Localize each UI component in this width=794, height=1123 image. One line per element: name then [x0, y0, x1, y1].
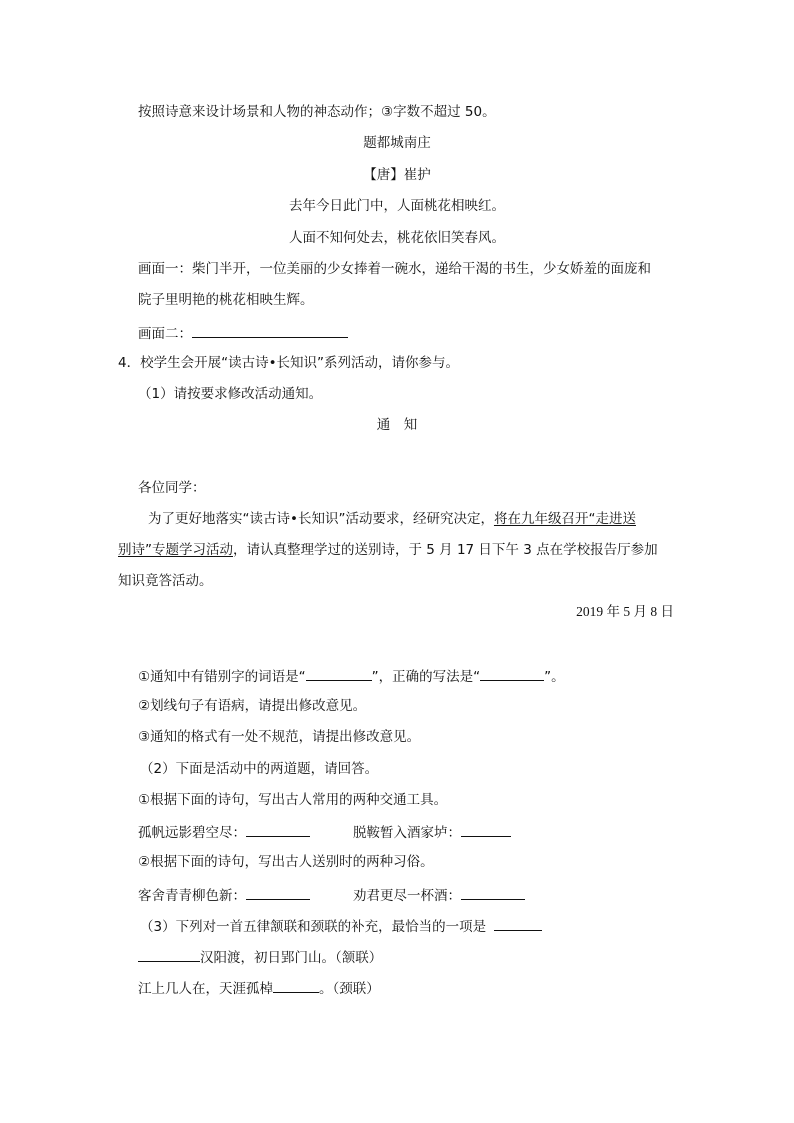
- q4-sub2-q2: ②根据下面的诗句，写出古人送别时的两种习俗。: [138, 854, 434, 870]
- sub3-l1-blank[interactable]: [138, 947, 200, 962]
- scene-1-line-2: 院子里明艳的桃花相映生辉。: [138, 292, 314, 308]
- notice-title: 通 知: [376, 417, 418, 433]
- notice-body-line-3: 知识竟答活动。: [118, 573, 213, 589]
- poem-title: 题都城南庄: [363, 135, 431, 151]
- sub2-q1-a-text: 孤帆远影碧空尽：: [138, 825, 246, 841]
- item-1-text-c: ”。: [544, 669, 565, 685]
- q4-stem: 4．校学生会开展“读古诗•长知识”系列活动，请你参与。: [118, 355, 460, 371]
- scene-2: [138, 323, 348, 343]
- sub2-q1-line-a: [138, 822, 310, 842]
- scene-1-line-1: 画面一：柴门半开，一位美丽的少女捧着一碗水，递给干渴的书生，少女娇羞的面庞和: [138, 261, 651, 277]
- notice-body-b: ，请认真整理学过的送别诗，于 5 月 17 日下午 3 点在学校报告厅参加: [233, 542, 658, 558]
- scene-2-blank[interactable]: [192, 323, 348, 338]
- sub2-q2-line-b: [353, 885, 525, 905]
- q4-sub2: （2）下面是活动中的两道题，请回答。: [140, 761, 379, 777]
- notice-body-line-1: [148, 510, 636, 528]
- intro-line: 按照诗意来设计场景和人物的神态动作；③字数不超过 50。: [138, 104, 496, 120]
- sub3-answer-blank[interactable]: [494, 916, 542, 931]
- sub3-l2-text-b: 。（颈联）: [319, 981, 380, 997]
- item-1-blank-1[interactable]: [306, 666, 372, 681]
- item-1-blank-2[interactable]: [480, 666, 544, 681]
- sub2-q1-a-blank[interactable]: [246, 822, 310, 837]
- scene-2-label: 画面二：: [138, 326, 192, 342]
- q4-sub3: [140, 916, 542, 936]
- sub3-l2-blank[interactable]: [273, 978, 319, 993]
- sub3-line-1: [138, 947, 382, 967]
- sub2-q1-line-b: [353, 822, 511, 842]
- sub2-q1-b-blank[interactable]: [461, 822, 511, 837]
- item-1-text-a: ①通知中有错别字的词语是“: [138, 669, 306, 685]
- q4-item-1: [138, 666, 565, 686]
- sub3-line-2: [138, 978, 380, 998]
- sub2-q1-b-text: 脱鞍暂入酒家垆：: [353, 825, 461, 841]
- notice-body-a: 为了更好地落实“读古诗•长知识”活动要求，经研究决定，: [148, 511, 494, 527]
- sub3-l1-text: 汉阳渡，初日郢门山。（颔联）: [200, 950, 383, 966]
- item-1-text-b: ”，正确的写法是“: [371, 669, 481, 685]
- underlined-sentence-part-1: 将在九年级召开“走进送: [493, 511, 636, 527]
- sub2-q2-b-text: 劝君更尽一杯酒：: [353, 888, 461, 904]
- q4-item-2: ②划线句子有语病，请提出修改意见。: [138, 698, 367, 714]
- poem-author: 【唐】崔护: [363, 167, 431, 183]
- poem-line-1: 去年今日此门中，人面桃花相映红。: [289, 198, 505, 214]
- sub3-text: （3）下列对一首五律颔联和颈联的补充，最恰当的一项是: [140, 919, 487, 935]
- notice-body-line-2: [118, 541, 658, 559]
- sub2-q2-a-blank[interactable]: [246, 885, 310, 900]
- sub3-l2-text-a: 江上几人在，天涯孤棹: [138, 981, 273, 997]
- sub2-q2-a-text: 客舍青青柳色新：: [138, 888, 246, 904]
- q4-sub1: （1）请按要求修改活动通知。: [138, 386, 323, 402]
- sub2-q2-line-a: [138, 885, 310, 905]
- q4-item-3: ③通知的格式有一处不规范，请提出修改意见。: [138, 729, 421, 745]
- q4-sub2-q1: ①根据下面的诗句，写出古人常用的两种交通工具。: [138, 792, 448, 808]
- sub2-q2-b-blank[interactable]: [461, 885, 525, 900]
- poem-line-2: 人面不知何处去，桃花依旧笑春风。: [289, 230, 505, 246]
- underlined-sentence-part-2: 别诗”专题学习活动: [118, 542, 233, 558]
- notice-greeting: 各位同学：: [138, 480, 206, 496]
- notice-date: 2019 年 5 月 8 日: [576, 604, 674, 619]
